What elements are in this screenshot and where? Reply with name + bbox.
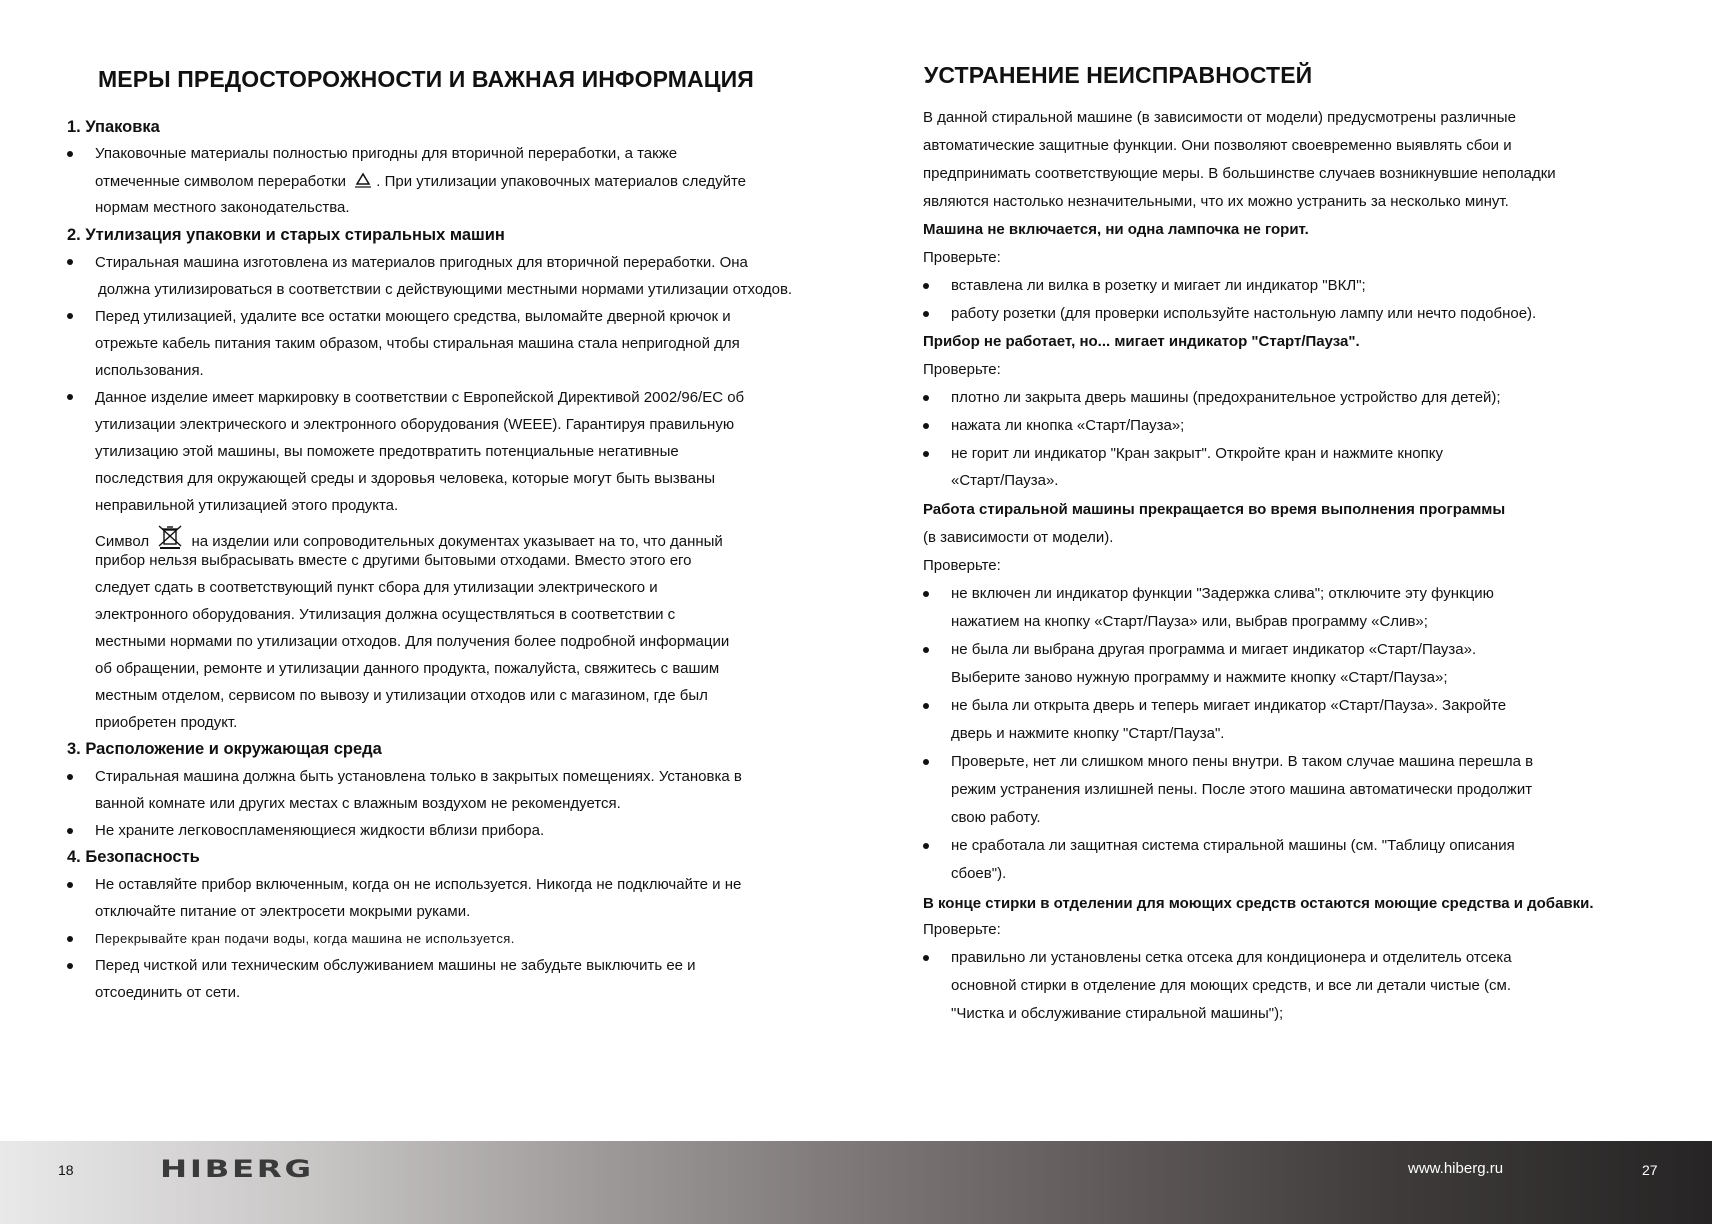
text-line: местными нормами по утилизации отходов. Для получения более подробной информации xyxy=(95,633,730,650)
text-line: местным отделом, сервисом по вывозу и утилизации отходов или с магазином, где был xyxy=(95,687,708,704)
bullet-icon xyxy=(67,963,73,969)
bullet-icon xyxy=(67,882,73,888)
check-label: Проверьте: xyxy=(923,361,1001,378)
text-line: приобретен продукт. xyxy=(95,714,238,731)
text-line: не горит ли индикатор "Кран закрыт". Откройте кран и нажмите кнопку xyxy=(951,445,1443,462)
text-line: дверь и нажмите кнопку "Старт/Пауза". xyxy=(951,725,1225,742)
text-line: Данное изделие имеет маркировку в соответствии с Европейской Директивой 2002/96/EC об xyxy=(95,389,745,406)
problem-heading: Работа стиральной машины прекращается во время выполнения программы xyxy=(923,501,1506,518)
bullet-icon xyxy=(923,703,929,709)
text-line: "Чистка и обслуживание стиральной машины"); xyxy=(951,1005,1284,1022)
bullet-icon xyxy=(67,936,73,942)
text-line: Выберите заново нужную программу и нажмите кнопку «Старт/Пауза»; xyxy=(951,669,1448,686)
text-line: нажата ли кнопка «Старт/Пауза»; xyxy=(951,417,1185,434)
check-label: Проверьте: xyxy=(923,921,1001,938)
bullet-icon xyxy=(923,451,929,457)
text-line: неправильной утилизацией этого продукта. xyxy=(95,497,399,514)
text-line: Проверьте, нет ли слишком много пены внутри. В таком случае машина перешла в xyxy=(951,753,1534,770)
text-line: В данной стиральной машине (в зависимости от модели) предусмотрены различные xyxy=(923,109,1516,126)
check-label: Проверьте: xyxy=(923,249,1001,266)
text-line: нормам местного законодательства. xyxy=(95,199,350,216)
right-page-title: УСТРАНЕНИЕ НЕИСПРАВНОСТЕЙ xyxy=(924,62,1313,88)
bullet-icon xyxy=(67,828,73,834)
bullet-icon xyxy=(923,647,929,653)
bullet-icon xyxy=(67,313,73,319)
bullet-icon xyxy=(923,423,929,429)
text-line: вставлена ли вилка в розетку и мигает ли индикатор "ВКЛ"; xyxy=(951,277,1366,294)
text-line: об обращении, ремонте и утилизации данного продукта, пожалуйста, свяжитесь с вашим xyxy=(95,660,720,677)
text-line: Стиральная машина изготовлена из материалов пригодных для вторичной переработки. Она xyxy=(95,254,748,271)
text-line: нажатием на кнопку «Старт/Пауза» или, выбрав программу «Слив»; xyxy=(951,613,1428,630)
bullet-icon xyxy=(923,843,929,849)
bullet-icon xyxy=(67,394,73,400)
text-line: сбоев"). xyxy=(951,865,1007,882)
problem-heading: Машина не включается, ни одна лампочка не горит. xyxy=(923,221,1309,238)
problem-heading: Прибор не работает, но... мигает индикатор "Старт/Пауза". xyxy=(923,333,1360,350)
text-line: режим устранения излишней пены. После этого машина автоматически продолжит xyxy=(951,781,1533,798)
text-line: утилизацию этой машины, вы поможете предотвратить потенциальные негативные xyxy=(95,443,679,460)
section-heading-packaging: 1. Упаковка xyxy=(67,118,160,136)
bullet-icon xyxy=(923,591,929,597)
bullet-icon xyxy=(923,955,929,961)
text-line: последствия для окружающей среды и здоровья человека, которые могут быть вызваны xyxy=(95,470,716,487)
text-line: работу розетки (для проверки используйте настольную лампу или нечто подобное). xyxy=(951,305,1537,322)
text-line: свою работу. xyxy=(951,809,1041,826)
text-line: Перекрывайте кран подачи воды, когда машина не используется. xyxy=(95,931,515,946)
text-line: утилизации электрического и электронного оборудования (WEEE). Гарантируя правильную xyxy=(95,416,735,433)
bullet-icon xyxy=(67,774,73,780)
text-line: Стиральная машина должна быть установлена только в закрытых помещениях. Установка в xyxy=(95,768,742,785)
brand-logo: HIBERG xyxy=(160,1155,314,1183)
check-label: Проверьте: xyxy=(923,557,1001,574)
crossed-bin-icon xyxy=(156,524,184,550)
section-heading-disposal: 2. Утилизация упаковки и старых стиральных машин xyxy=(67,226,505,244)
text-line: Перед утилизацией, удалите все остатки моющего средства, выломайте дверной крючок и xyxy=(95,308,731,325)
text-line: автоматические защитные функции. Они позволяют своевременно выявлять сбои и xyxy=(923,137,1512,154)
text-line: не была ли выбрана другая программа и мигает индикатор «Старт/Пауза». xyxy=(951,641,1477,658)
recycle-icon xyxy=(353,172,373,190)
text-line: прибор нельзя выбрасывать вместе с другими бытовыми отходами. Вместо этого его xyxy=(95,552,692,569)
text-line: (в зависимости от модели). xyxy=(923,529,1114,546)
bullet-icon xyxy=(67,259,73,265)
text-line: следует сдать в соответствующий пункт сбора для утилизации электрического и xyxy=(95,579,658,596)
page-number-left: 18 xyxy=(58,1162,74,1178)
text-line: отсоединить от сети. xyxy=(95,984,241,1001)
text-line: правильно ли установлены сетка отсека для кондиционера и отделитель отсека xyxy=(951,949,1512,966)
text-line: отключайте питание от электросети мокрыми руками. xyxy=(95,903,471,920)
text-line: ванной комнате или других местах с влажным воздухом не рекомендуется. xyxy=(95,795,621,812)
section-heading-safety: 4. Безопасность xyxy=(67,848,200,866)
text-line: Перед чисткой или техническим обслуживанием машины не забудьте выключить ее и xyxy=(95,957,696,974)
text-line: отрежьте кабель питания таким образом, чтобы стиральная машина стала непригодной для xyxy=(95,335,740,352)
left-page-title: МЕРЫ ПРЕДОСТОРОЖНОСТИ И ВАЖНАЯ ИНФОРМАЦИЯ xyxy=(98,66,754,92)
text-line: использования. xyxy=(95,362,204,379)
bullet-icon xyxy=(923,759,929,765)
problem-heading: В конце стирки в отделении для моющих средств остаются моющие средства и добавки. xyxy=(923,895,1594,912)
text-line: являются настолько незначительными, что их можно устранить за несколько минут. xyxy=(923,193,1509,210)
text-line: Упаковочные материалы полностью пригодны для вторичной переработки, а также xyxy=(95,145,678,162)
website-link[interactable]: www.hiberg.ru xyxy=(1408,1160,1504,1177)
text-line: «Старт/Пауза». xyxy=(951,472,1059,489)
section-heading-location: 3. Расположение и окружающая среда xyxy=(67,740,382,758)
text-line: не включен ли индикатор функции "Задержка слива"; отключите эту функцию xyxy=(951,585,1494,602)
bullet-icon xyxy=(67,151,73,157)
page-number-right: 27 xyxy=(1642,1162,1658,1178)
bullet-icon xyxy=(923,311,929,317)
text-line: Символ на изделии или сопроводительных документах указывает на то, что данный xyxy=(95,524,723,551)
text-line: плотно ли закрыта дверь машины (предохранительное устройство для детей); xyxy=(951,389,1501,406)
text-line: не была ли открыта дверь и теперь мигает индикатор «Старт/Пауза». Закройте xyxy=(951,697,1507,714)
bullet-icon xyxy=(923,283,929,289)
text-line: не сработала ли защитная система стиральной машины (см. "Таблицу описания xyxy=(951,837,1515,854)
bullet-icon xyxy=(923,395,929,401)
text-line: основной стирки в отделение для моющих средств, и все ли детали чистые (см. xyxy=(951,977,1511,994)
text-line: предпринимать соответствующие меры. В большинстве случаев возникнувшие неполадки xyxy=(923,165,1556,182)
text-line: Не оставляйте прибор включенным, когда он не используется. Никогда не подключайте и не xyxy=(95,876,742,893)
text-line: Не храните легковоспламеняющиеся жидкости вблизи прибора. xyxy=(95,822,545,839)
text-line: должна утилизироваться в соответствии с действующими местными нормами утилизации отходов. xyxy=(98,281,793,298)
text-line: электронного оборудования. Утилизация должна осуществляться в соответствии с xyxy=(95,606,676,623)
text-line: отмеченные символом переработки . При утилизации упаковочных материалов следуйте xyxy=(95,173,747,190)
